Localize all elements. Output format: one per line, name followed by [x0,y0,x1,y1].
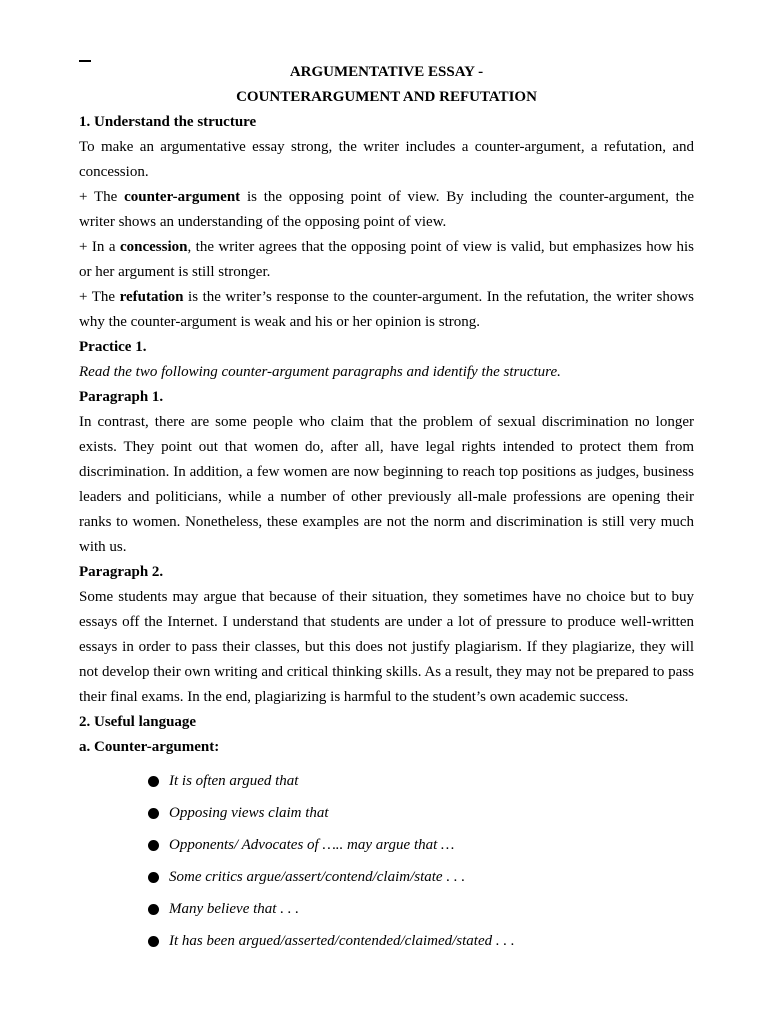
paragraph-1-text: In contrast, there are some people who claim that the problem of sexual discrimination no longer exists. They point out that women do, after all, have legal rights intended to protect them from discrimination. In addition, a few women are now beginning to reach top positions as judges, business leaders and politicians, while a number of other previously all-male professions are opening their ranks to women. Nonetheless, these examples are not the norm and discrimination is still very much with us. [79,414,694,555]
concession-definition [79,235,694,285]
term-counter-argument: counter-argument [124,189,241,205]
section-1-heading: 1. Understand the structure [79,114,257,130]
list-item [79,925,694,957]
item-text: is the opposing point of view. By including the counter-argument, the writer shows an understanding of the opposing point of view. [79,189,694,230]
phrase-text: Some critics argue/assert/contend/claim/state . . . [169,869,466,885]
document-title-line-1: ARGUMENTATIVE ESSAY - [289,64,484,80]
list-item [79,861,694,893]
item-text: is the writer’s response to the counter-argument. In the refutation, the writer shows why the counter-argument is weak and his or her opinion is strong. [79,289,694,330]
phrase-text: Many believe that . . . [169,901,299,917]
bullet-icon [148,904,159,915]
term-concession: concession [119,239,188,255]
item-prefix: + The [79,189,125,205]
item-prefix: + In a [79,239,120,255]
list-item [79,829,694,861]
counter-argument-subheading: a. Counter-argument: [79,739,220,755]
item-prefix: + The [79,289,120,305]
list-item [79,893,694,925]
practice-instruction: Read the two following counter-argument paragraphs and identify the structure. [79,364,561,380]
phrase-text: It is often argued that [169,773,299,789]
document-title-line-2: COUNTERARGUMENT AND REFUTATION [236,89,537,105]
paragraph-2-text: Some students may argue that because of their situation, they sometimes have no choice but to buy essays off the Internet. I understand that students are under a lot of pressure to produce well-written essays in order to pass their classes, but this does not justify plagiarism. If they plagiarize, they will not develop their own writing and critical thinking skills. As a result, they may not be prepared to pass their final exams. In the end, plagiarizing is harmful to the student’s own academic success. [79,589,694,705]
bullet-icon [148,808,159,819]
bullet-icon [148,840,159,851]
bullet-icon [148,936,159,947]
counter-argument-phrase-list [79,765,694,957]
term-refutation: refutation [119,289,184,305]
phrase-text: It has been argued/asserted/contended/claimed/stated . . . [169,933,515,949]
bullet-icon [148,776,159,787]
list-item [79,797,694,829]
list-item [79,765,694,797]
section-2-heading: 2. Useful language [79,714,197,730]
phrase-text: Opposing views claim that [169,805,329,821]
item-text: , the writer agrees that the opposing point of view is valid, but emphasizes how his or her argument is still stronger. [79,239,694,280]
section-1-intro: To make an argumentative essay strong, the writer includes a counter-argument, a refutation, and concession. [79,139,694,180]
document-body [79,60,694,957]
refutation-definition [79,285,694,335]
paragraph-2-heading: Paragraph 2. [79,564,164,580]
counter-argument-definition [79,185,694,235]
paragraph-1-heading: Paragraph 1. [79,389,164,405]
bullet-icon [148,872,159,883]
phrase-text: Opponents/ Advocates of ….. may argue that … [169,837,455,853]
practice-heading: Practice 1. [79,339,147,355]
